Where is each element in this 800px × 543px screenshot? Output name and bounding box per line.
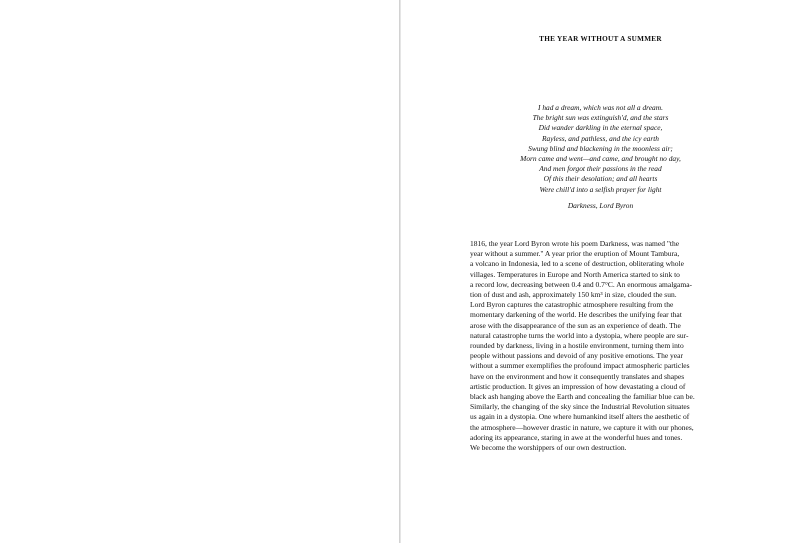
epigraph-attribution: Darkness, Lord Byron [567, 201, 634, 210]
body-line: We become the worshippers of our own destruction. [470, 443, 627, 453]
epigraph-poem [401, 103, 800, 195]
body-line: Lord Byron captures the catastrophic atmosphere resulting from the [470, 300, 674, 310]
body-line: people without passions and devoid of any positive emotions. The year [470, 351, 683, 361]
body-line: black ash hanging above the Earth and concealing the familiar blue can be. [470, 392, 695, 402]
poem-line: Were chill'd into a selfish prayer for light [539, 184, 662, 194]
body-line: the atmosphere—however drastic in nature, we capture it with our phones, [470, 422, 694, 432]
body-line: natural catastrophe turns the world into a dystopia, where people are sur- [470, 330, 689, 340]
body-line: momentary darkening of the world. He describes the unifying fear that [470, 310, 682, 320]
body-paragraph [470, 239, 780, 453]
poem-line: I had a dream, which was not all a dream. [538, 103, 663, 112]
body-line: a volcano in Indonesia, led to a scene of destruction, obliterating whole [470, 259, 684, 269]
poem-line: Swung blind and blackening in the moonless air; [528, 143, 673, 153]
poem-line: And men forgot their passions in the read [539, 164, 662, 174]
poem-line: Did wander darkling in the eternal space, [538, 123, 663, 133]
poem-line: Of this their desolation; and all hearts [543, 174, 658, 184]
body-line: artistic production. It gives an impression of how devastating a cloud of [470, 381, 686, 391]
left-page [0, 0, 399, 543]
body-line: have on the environment and how it consequently translates and shapes [470, 371, 685, 381]
body-line: villages. Temperatures in Europe and North America started to sink to [470, 269, 680, 279]
body-line: adoring its appearance, staring in awe at the wonderful hues and tones. [470, 432, 683, 442]
body-line: a record low, decreasing between 0.4 and 0.7°C. An enormous amalgama- [470, 279, 693, 289]
body-line: us again in a dystopia. One where humankind itself alters the aesthetic of [470, 412, 690, 422]
body-line: 1816, the year Lord Byron wrote his poem Darkness, was named "the [470, 239, 680, 248]
poem-line: The bright sun was extinguish'd, and the stars [532, 113, 669, 123]
running-title: THE YEAR WITHOUT A SUMMER [539, 35, 662, 43]
right-page [401, 0, 800, 543]
body-line: year without a summer." A year prior the eruption of Mount Tambura, [470, 249, 680, 259]
body-line: arose with the disappearance of the sun as an experience of death. The [470, 320, 681, 330]
poem-line: Morn came and went—and came, and brought no day, [520, 154, 681, 164]
body-line: without a summer exemplifies the profound impact atmospheric particles [470, 361, 690, 371]
poem-line: Rayless, and pathless, and the icy earth [542, 133, 659, 143]
body-line: tion of dust and ash, approximately 150 km³ in size, clouded the sun. [470, 290, 677, 300]
body-line: Similarly, the changing of the sky since the Industrial Revolution situates [470, 402, 690, 412]
body-line: rounded by darkness, living in a hostile environment, turning them into [470, 341, 684, 351]
